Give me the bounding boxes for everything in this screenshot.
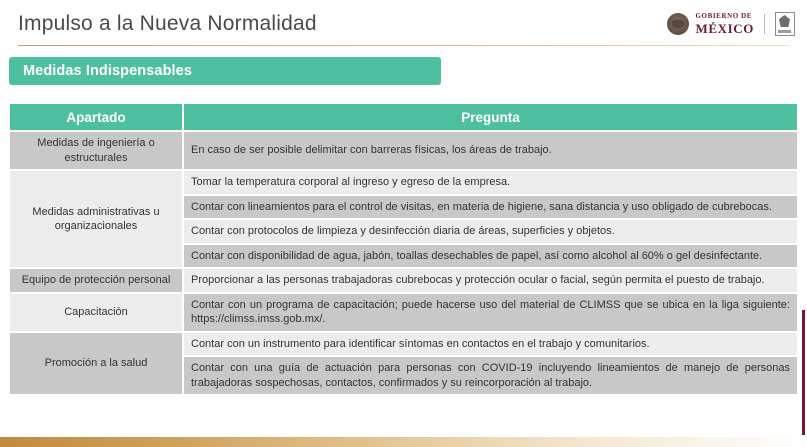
gobierno-logo-line1: GOBIERNO DE — [695, 12, 753, 20]
bottom-gold-bar — [0, 437, 807, 447]
title-divider — [18, 45, 789, 46]
section-banner-label: Medidas Indispensables — [23, 63, 192, 79]
right-accent-bar — [802, 310, 805, 435]
question-cell: Contar con un programa de capacitación; puede hacerse uso del material de CLIMSS que se ubica en la liga siguiente: https://climss.imss.gob.mx/. — [183, 293, 798, 332]
table-row — [9, 293, 798, 332]
question-cell: Contar con lineamientos para el control de visitas, en materia de higiene, sana distancia y uso obligado de cubrebocas. — [183, 195, 798, 220]
page-title: Impulso a la Nueva Normalidad — [18, 12, 317, 35]
table-row — [9, 268, 798, 293]
institution-seal-icon — [775, 12, 795, 36]
question-cell: Contar con una guía de actuación para personas con COVID-19 incluyendo lineamientos de manejo de personas trabajadoras sospechosas, contactos, confirmados y su reincorporación al trabajo. — [183, 356, 798, 395]
mexican-eagle-emblem-icon — [667, 13, 689, 35]
question-cell: Contar con disponibilidad de agua, jabón, toallas desechables de papel, así como alcohol al 60% o gel desinfectante. — [183, 244, 798, 269]
question-cell: Contar con un instrumento para identificar síntomas en contactos en el trabajo y comunitarios. — [183, 332, 798, 357]
table-row — [9, 170, 798, 195]
table-head — [9, 103, 798, 131]
table-header-row — [9, 103, 798, 131]
measures-table — [8, 102, 799, 396]
question-cell: Contar con protocolos de limpieza y desinfección diaria de áreas, superficies y objetos. — [183, 219, 798, 244]
category-cell: Medidas administrativas u organizacionales — [9, 170, 183, 268]
table-row — [9, 332, 798, 357]
section-banner — [9, 57, 441, 85]
table-row — [9, 131, 798, 170]
column-header-pregunta: Pregunta — [183, 103, 798, 131]
category-cell: Medidas de ingeniería o estructurales — [9, 131, 183, 170]
column-header-apartado: Apartado — [9, 103, 183, 131]
question-cell: En caso de ser posible delimitar con barreras físicas, los áreas de trabajo. — [183, 131, 798, 170]
logo-divider — [764, 14, 765, 34]
gobierno-logo-line2: MÉXICO — [695, 21, 754, 36]
category-cell: Promoción a la salud — [9, 332, 183, 396]
category-cell: Capacitación — [9, 293, 183, 332]
gobierno-logo-text — [696, 13, 755, 35]
table-body — [9, 131, 798, 395]
question-cell: Tomar la temperatura corporal al ingreso y egreso de la empresa. — [183, 170, 798, 195]
category-cell: Equipo de protección personal — [9, 268, 183, 293]
question-cell: Proporcionar a las personas trabajadoras cubrebocas y protección ocular o facial, según permita el puesto de trabajo. — [183, 268, 798, 293]
gobierno-de-mexico-logo — [667, 11, 796, 37]
